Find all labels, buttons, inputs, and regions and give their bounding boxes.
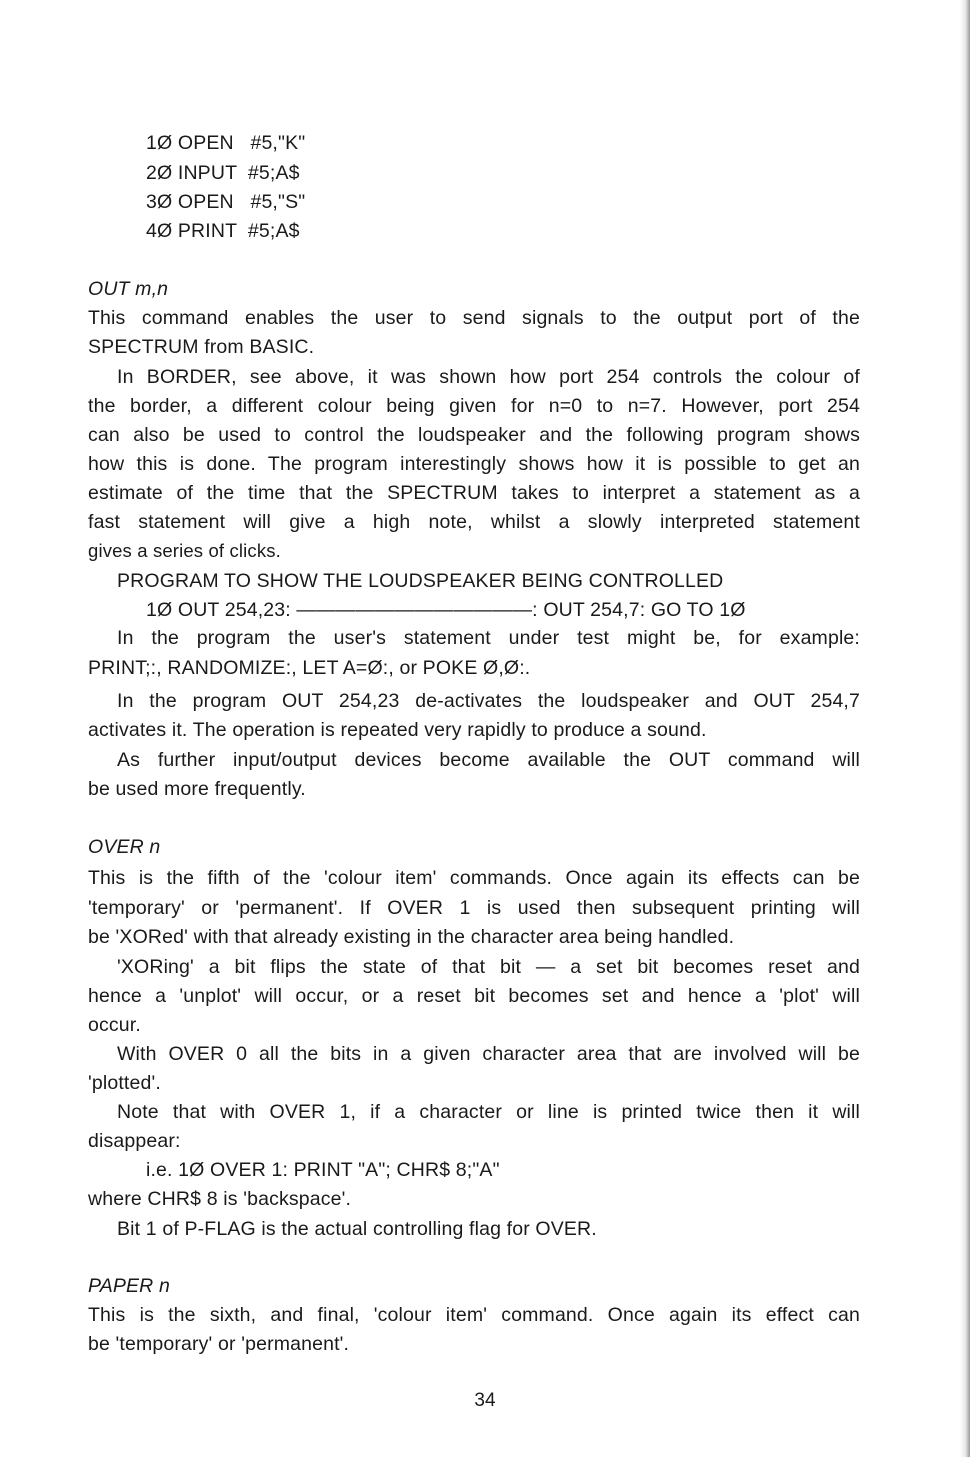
paragraph-line: be 'XORed' with that already existing in the character area being handled. bbox=[88, 926, 735, 948]
code-line: 1Ø OUT 254,23: ————————————: OUT 254,7: GO TO 1Ø bbox=[146, 599, 746, 621]
paragraph-line: disappear: bbox=[88, 1130, 181, 1152]
paragraph-line: PRINT;:, RANDOMIZE:, LET A=Ø:, or POKE Ø,Ø:. bbox=[88, 657, 531, 679]
paragraph-line: In the program the user's statement under test might be, for example: bbox=[117, 627, 860, 649]
paragraph-line: SPECTRUM from BASIC. bbox=[88, 336, 315, 358]
code-line: 2Ø INPUT #5;A$ bbox=[146, 162, 300, 184]
code-line: 4Ø PRINT #5;A$ bbox=[146, 220, 300, 242]
paragraph-line: 'temporary' or 'permanent'. If OVER 1 is used then subsequent printing will bbox=[88, 897, 860, 919]
program-title: PROGRAM TO SHOW THE LOUDSPEAKER BEING CONTROLLED bbox=[117, 570, 724, 592]
paragraph-line: how this is done. The program interestingly shows how it is possible to get an bbox=[88, 453, 860, 475]
paragraph-line: 'XORing' a bit flips the state of that bit — a set bit becomes reset and bbox=[117, 956, 860, 978]
paragraph-line: estimate of the time that the SPECTRUM takes to interpret a statement as a bbox=[88, 482, 860, 504]
section-heading-over: OVER n bbox=[88, 836, 161, 858]
section-heading-paper: PAPER n bbox=[88, 1275, 170, 1297]
code-line: 3Ø OPEN #5,"S" bbox=[146, 191, 306, 213]
paragraph-line: hence a 'unplot' will occur, or a reset bit becomes set and hence a 'plot' will bbox=[88, 985, 860, 1007]
paragraph-line: With OVER 0 all the bits in a given character area that are involved will be bbox=[117, 1043, 860, 1065]
paragraph-line: This command enables the user to send signals to the output port of the bbox=[88, 307, 860, 329]
paragraph-line: where CHR$ 8 is 'backspace'. bbox=[88, 1188, 352, 1210]
paragraph-line: fast statement will give a high note, whilst a slowly interpreted statement bbox=[88, 511, 860, 533]
paragraph-line: occur. bbox=[88, 1014, 141, 1036]
paragraph-line: the border, a different colour being given for n=0 to n=7. However, port 254 bbox=[88, 395, 860, 417]
paragraph-line: can also be used to control the loudspeaker and the following program shows bbox=[88, 424, 860, 446]
paragraph-line: gives a series of clicks. bbox=[88, 540, 281, 561]
section-heading-out: OUT m,n bbox=[88, 278, 169, 300]
paragraph-line: In BORDER, see above, it was shown how port 254 controls the colour of bbox=[117, 366, 860, 388]
paragraph-line: In the program OUT 254,23 de-activates the loudspeaker and OUT 254,7 bbox=[117, 690, 860, 712]
page-edge-shadow bbox=[960, 0, 970, 1457]
paragraph-line: As further input/output devices become available the OUT command will bbox=[117, 749, 860, 771]
paragraph-line: 'plotted'. bbox=[88, 1072, 161, 1094]
code-line: i.e. 1Ø OVER 1: PRINT "A"; CHR$ 8;"A" bbox=[146, 1159, 500, 1181]
page-number: 34 bbox=[474, 1390, 496, 1411]
paragraph-line: This is the fifth of the 'colour item' commands. Once again its effects can be bbox=[88, 867, 860, 889]
paragraph-line: be 'temporary' or 'permanent'. bbox=[88, 1333, 350, 1355]
paragraph-line: be used more frequently. bbox=[88, 778, 306, 800]
code-line: 1Ø OPEN #5,"K" bbox=[146, 132, 306, 154]
paragraph-line: Note that with OVER 1, if a character or line is printed twice then it will bbox=[117, 1101, 860, 1123]
paragraph-line: This is the sixth, and final, 'colour item' command. Once again its effect can bbox=[88, 1304, 860, 1326]
paragraph-line: Bit 1 of P-FLAG is the actual controlling flag for OVER. bbox=[117, 1218, 597, 1240]
paragraph-line: activates it. The operation is repeated very rapidly to produce a sound. bbox=[88, 719, 707, 741]
